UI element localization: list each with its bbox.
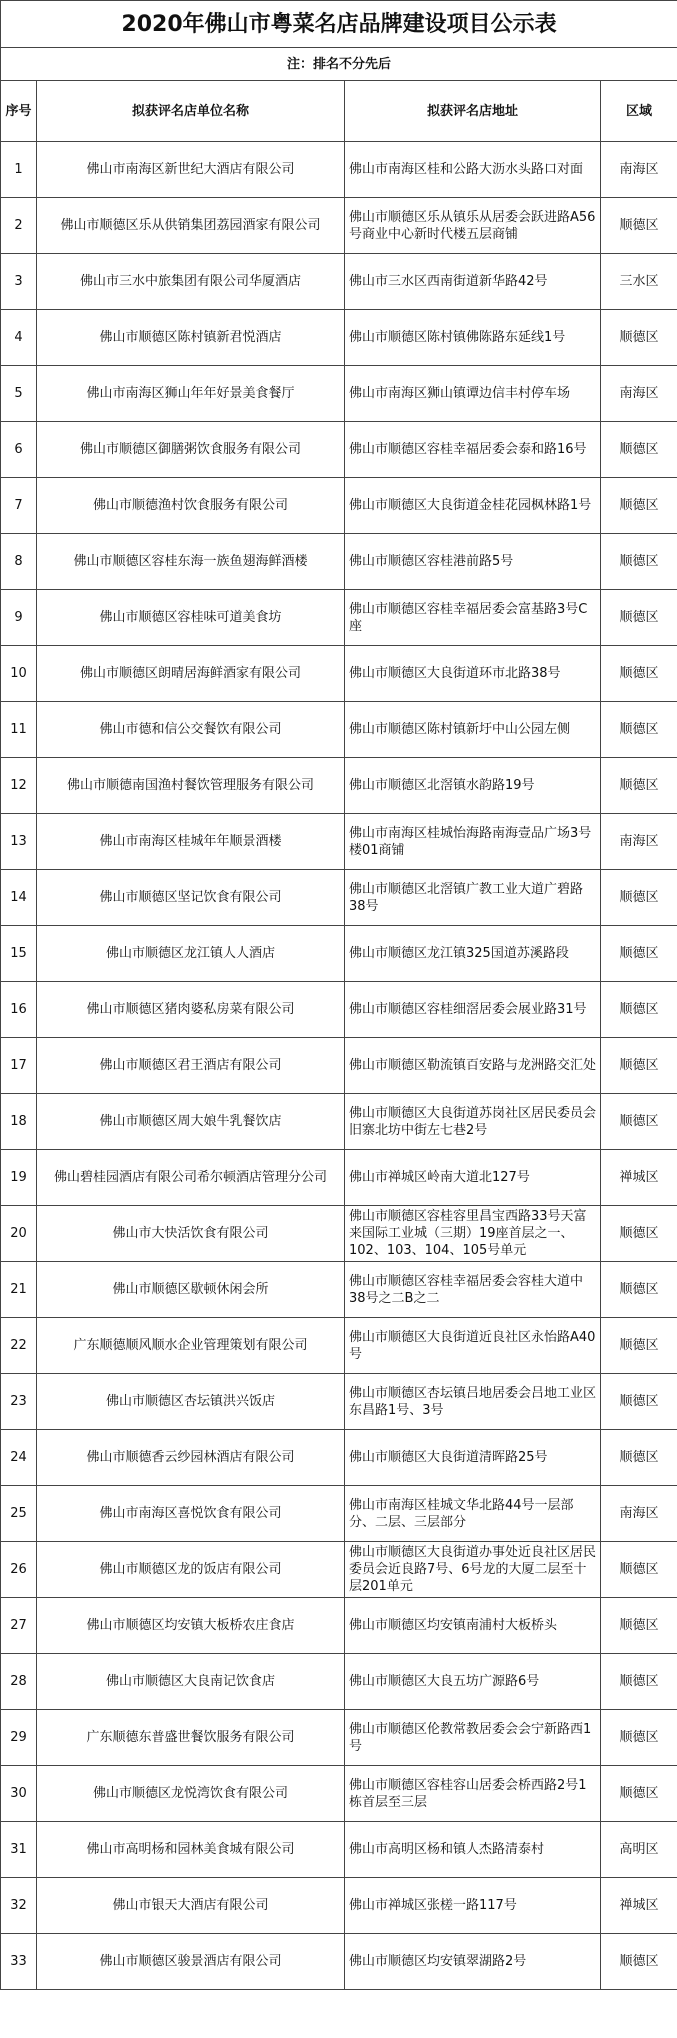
restaurant-address: 佛山市南海区桂城文华北路44号一层部分、二层、三层部分 <box>345 1486 601 1542</box>
table-row <box>1 310 677 366</box>
restaurant-address: 佛山市南海区桂和公路大沥水头路口对面 <box>345 142 601 198</box>
restaurant-name: 广东顺德顺风顺水企业管理策划有限公司 <box>37 1318 345 1374</box>
restaurant-name: 佛山市顺德区猪肉婆私房菜有限公司 <box>37 982 345 1038</box>
row-number: 33 <box>1 1934 37 1990</box>
restaurant-address: 佛山市顺德区均安镇翠湖路2号 <box>345 1934 601 1990</box>
district-name: 顺德区 <box>601 1262 677 1318</box>
row-number: 13 <box>1 814 37 870</box>
row-number: 10 <box>1 646 37 702</box>
restaurant-name: 佛山市顺德区乐从供销集团荔园酒家有限公司 <box>37 198 345 254</box>
row-number: 1 <box>1 142 37 198</box>
table-row <box>1 198 677 254</box>
district-name: 顺德区 <box>601 310 677 366</box>
table-row <box>1 142 677 198</box>
table-row <box>1 1318 677 1374</box>
restaurant-address: 佛山市顺德区大良街道清晖路25号 <box>345 1430 601 1486</box>
restaurant-name: 佛山市顺德区容桂东海一族鱼翅海鲜酒楼 <box>37 534 345 590</box>
restaurant-name: 佛山市顺德区大良南记饮食店 <box>37 1654 345 1710</box>
restaurant-name: 佛山市德和信公交餐饮有限公司 <box>37 702 345 758</box>
district-name: 顺德区 <box>601 926 677 982</box>
district-name: 顺德区 <box>601 590 677 646</box>
district-name: 顺德区 <box>601 1430 677 1486</box>
district-name: 顺德区 <box>601 1542 677 1598</box>
restaurant-address: 佛山市顺德区容桂港前路5号 <box>345 534 601 590</box>
district-name: 顺德区 <box>601 1654 677 1710</box>
table-row <box>1 1262 677 1318</box>
restaurant-name: 佛山市顺德区陈村镇新君悦酒店 <box>37 310 345 366</box>
row-number: 7 <box>1 478 37 534</box>
table-row <box>1 1486 677 1542</box>
restaurant-address: 佛山市顺德区勒流镇百安路与龙洲路交汇处 <box>345 1038 601 1094</box>
table-row <box>1 366 677 422</box>
restaurant-name: 佛山市顺德区朗晴居海鲜酒家有限公司 <box>37 646 345 702</box>
row-number: 26 <box>1 1542 37 1598</box>
restaurant-name: 广东顺德东普盛世餐饮服务有限公司 <box>37 1710 345 1766</box>
table-row <box>1 1598 677 1654</box>
header-name: 拟获评名店单位名称 <box>37 81 345 142</box>
district-name: 禅城区 <box>601 1878 677 1934</box>
restaurant-name: 佛山市南海区狮山年年好景美食餐厅 <box>37 366 345 422</box>
restaurant-name: 佛山市顺德区均安镇大板桥农庄食店 <box>37 1598 345 1654</box>
restaurant-name: 佛山市顺德南国渔村餐饮管理服务有限公司 <box>37 758 345 814</box>
district-name: 顺德区 <box>601 1318 677 1374</box>
district-name: 三水区 <box>601 254 677 310</box>
restaurant-address: 佛山市顺德区北滘镇广教工业大道广碧路38号 <box>345 870 601 926</box>
row-number: 32 <box>1 1878 37 1934</box>
table-row <box>1 814 677 870</box>
restaurant-name: 佛山碧桂园酒店有限公司希尔顿酒店管理分公司 <box>37 1150 345 1206</box>
restaurant-address: 佛山市顺德区容桂幸福居委会富基路3号C座 <box>345 590 601 646</box>
restaurant-name: 佛山市顺德区坚记饮食有限公司 <box>37 870 345 926</box>
row-number: 29 <box>1 1710 37 1766</box>
restaurant-address: 佛山市高明区杨和镇人杰路清泰村 <box>345 1822 601 1878</box>
restaurant-address: 佛山市顺德区容桂幸福居委会泰和路16号 <box>345 422 601 478</box>
restaurant-name: 佛山市银天大酒店有限公司 <box>37 1878 345 1934</box>
note-row <box>1 48 677 81</box>
row-number: 21 <box>1 1262 37 1318</box>
district-name: 顺德区 <box>601 1598 677 1654</box>
table-row <box>1 1710 677 1766</box>
row-number: 30 <box>1 1766 37 1822</box>
district-name: 南海区 <box>601 814 677 870</box>
restaurant-address: 佛山市顺德区大良五坊广源路6号 <box>345 1654 601 1710</box>
restaurant-address: 佛山市顺德区大良街道苏岗社区居民委员会旧寨北坊中街左七巷2号 <box>345 1094 601 1150</box>
restaurant-address: 佛山市南海区桂城怡海路南海壹品广场3号楼01商铺 <box>345 814 601 870</box>
restaurant-name: 佛山市顺德区周大娘牛乳餐饮店 <box>37 1094 345 1150</box>
row-number: 16 <box>1 982 37 1038</box>
district-name: 顺德区 <box>601 1038 677 1094</box>
district-name: 顺德区 <box>601 982 677 1038</box>
row-number: 5 <box>1 366 37 422</box>
restaurant-address: 佛山市南海区狮山镇谭边信丰村停车场 <box>345 366 601 422</box>
header-address: 拟获评名店地址 <box>345 81 601 142</box>
table-row <box>1 1038 677 1094</box>
row-number: 17 <box>1 1038 37 1094</box>
table-row <box>1 1150 677 1206</box>
header-row <box>1 81 677 142</box>
table-row <box>1 1822 677 1878</box>
restaurant-name: 佛山市南海区桂城年年顺景酒楼 <box>37 814 345 870</box>
restaurant-address: 佛山市顺德区杏坛镇吕地居委会吕地工业区东昌路1号、3号 <box>345 1374 601 1430</box>
district-name: 南海区 <box>601 366 677 422</box>
restaurant-address: 佛山市顺德区容桂容里昌宝西路33号天富来国际工业城（三期）19座首层之一、102、103、104、105号单元 <box>345 1206 601 1262</box>
restaurant-name: 佛山市南海区新世纪大酒店有限公司 <box>37 142 345 198</box>
district-name: 禅城区 <box>601 1150 677 1206</box>
row-number: 25 <box>1 1486 37 1542</box>
table-row <box>1 982 677 1038</box>
restaurant-name: 佛山市顺德区御膳粥饮食服务有限公司 <box>37 422 345 478</box>
restaurant-address: 佛山市三水区西南街道新华路42号 <box>345 254 601 310</box>
table-row <box>1 1206 677 1262</box>
table-row <box>1 422 677 478</box>
row-number: 8 <box>1 534 37 590</box>
restaurant-address: 佛山市顺德区大良街道办事处近良社区居民委员会近良路7号、6号龙的大厦二层至十层201单元 <box>345 1542 601 1598</box>
district-name: 顺德区 <box>601 1934 677 1990</box>
table-row <box>1 758 677 814</box>
row-number: 31 <box>1 1822 37 1878</box>
table-row <box>1 1542 677 1598</box>
row-number: 22 <box>1 1318 37 1374</box>
table-row <box>1 926 677 982</box>
district-name: 顺德区 <box>601 758 677 814</box>
restaurant-name: 佛山市大快活饮食有限公司 <box>37 1206 345 1262</box>
row-number: 19 <box>1 1150 37 1206</box>
restaurant-address: 佛山市顺德区龙江镇325国道苏溪路段 <box>345 926 601 982</box>
restaurant-name: 佛山市顺德香云纱园林酒店有限公司 <box>37 1430 345 1486</box>
restaurant-address: 佛山市禅城区岭南大道北127号 <box>345 1150 601 1206</box>
table-row <box>1 1654 677 1710</box>
district-name: 顺德区 <box>601 702 677 758</box>
title-row <box>1 1 677 48</box>
table-row <box>1 1934 677 1990</box>
row-number: 9 <box>1 590 37 646</box>
row-number: 11 <box>1 702 37 758</box>
restaurant-name: 佛山市顺德区君王酒店有限公司 <box>37 1038 345 1094</box>
district-name: 顺德区 <box>601 198 677 254</box>
restaurant-name: 佛山市顺德区杏坛镇洪兴饭店 <box>37 1374 345 1430</box>
table-row <box>1 870 677 926</box>
restaurant-name: 佛山市顺德区骏景酒店有限公司 <box>37 1934 345 1990</box>
restaurant-name: 佛山市高明杨和园林美食城有限公司 <box>37 1822 345 1878</box>
row-number: 14 <box>1 870 37 926</box>
row-number: 23 <box>1 1374 37 1430</box>
restaurant-name: 佛山市顺德区龙江镇人人酒店 <box>37 926 345 982</box>
district-name: 顺德区 <box>601 646 677 702</box>
table-row <box>1 254 677 310</box>
row-number: 15 <box>1 926 37 982</box>
restaurant-address: 佛山市顺德区容桂幸福居委会容桂大道中38号之二B之二 <box>345 1262 601 1318</box>
restaurant-address: 佛山市顺德区均安镇南浦村大板桥头 <box>345 1598 601 1654</box>
row-number: 18 <box>1 1094 37 1150</box>
row-number: 24 <box>1 1430 37 1486</box>
district-name: 顺德区 <box>601 870 677 926</box>
restaurant-name: 佛山市顺德区龙悦湾饮食有限公司 <box>37 1766 345 1822</box>
table-row <box>1 1374 677 1430</box>
restaurant-address: 佛山市顺德区乐从镇乐从居委会跃进路A56号商业中心新时代楼五层商铺 <box>345 198 601 254</box>
restaurant-address: 佛山市顺德区北滘镇水韵路19号 <box>345 758 601 814</box>
district-name: 顺德区 <box>601 1766 677 1822</box>
table-row <box>1 1430 677 1486</box>
restaurant-address: 佛山市顺德区容桂容山居委会桥西路2号1栋首层至三层 <box>345 1766 601 1822</box>
restaurant-name: 佛山市顺德区容桂味可道美食坊 <box>37 590 345 646</box>
table-row <box>1 590 677 646</box>
row-number: 20 <box>1 1206 37 1262</box>
district-name: 顺德区 <box>601 1710 677 1766</box>
restaurant-address: 佛山市顺德区大良街道环市北路38号 <box>345 646 601 702</box>
header-no: 序号 <box>1 81 37 142</box>
restaurant-name: 佛山市三水中旅集团有限公司华厦酒店 <box>37 254 345 310</box>
restaurant-address: 佛山市顺德区陈村镇新圩中山公园左侧 <box>345 702 601 758</box>
ranking-note: 注：排名不分先后 <box>1 48 677 81</box>
restaurant-address: 佛山市顺德区大良街道金桂花园枫林路1号 <box>345 478 601 534</box>
header-district: 区域 <box>601 81 677 142</box>
row-number: 2 <box>1 198 37 254</box>
row-number: 12 <box>1 758 37 814</box>
district-name: 顺德区 <box>601 1094 677 1150</box>
restaurant-name: 佛山市南海区喜悦饮食有限公司 <box>37 1486 345 1542</box>
district-name: 高明区 <box>601 1822 677 1878</box>
row-number: 4 <box>1 310 37 366</box>
restaurant-name: 佛山市顺德渔村饮食服务有限公司 <box>37 478 345 534</box>
district-name: 顺德区 <box>601 1206 677 1262</box>
restaurant-address: 佛山市顺德区容桂细滘居委会展业路31号 <box>345 982 601 1038</box>
table-row <box>1 478 677 534</box>
document-title: 2020年佛山市粤菜名店品牌建设项目公示表 <box>1 1 677 48</box>
table-row <box>1 1766 677 1822</box>
restaurant-name: 佛山市顺德区歇顿休闲会所 <box>37 1262 345 1318</box>
row-number: 27 <box>1 1598 37 1654</box>
row-number: 28 <box>1 1654 37 1710</box>
district-name: 顺德区 <box>601 1374 677 1430</box>
district-name: 顺德区 <box>601 478 677 534</box>
district-name: 南海区 <box>601 142 677 198</box>
restaurant-address: 佛山市顺德区大良街道近良社区永怡路A40号 <box>345 1318 601 1374</box>
restaurant-address: 佛山市顺德区陈村镇佛陈路东延线1号 <box>345 310 601 366</box>
table-row <box>1 1094 677 1150</box>
table-row <box>1 534 677 590</box>
table-row <box>1 1878 677 1934</box>
row-number: 6 <box>1 422 37 478</box>
district-name: 顺德区 <box>601 422 677 478</box>
district-name: 南海区 <box>601 1486 677 1542</box>
restaurant-name: 佛山市顺德区龙的饭店有限公司 <box>37 1542 345 1598</box>
restaurant-address: 佛山市顺德区伦教常教居委会会宁新路西1号 <box>345 1710 601 1766</box>
table-row <box>1 702 677 758</box>
row-number: 3 <box>1 254 37 310</box>
table-row <box>1 646 677 702</box>
district-name: 顺德区 <box>601 534 677 590</box>
restaurant-address: 佛山市禅城区张槎一路117号 <box>345 1878 601 1934</box>
